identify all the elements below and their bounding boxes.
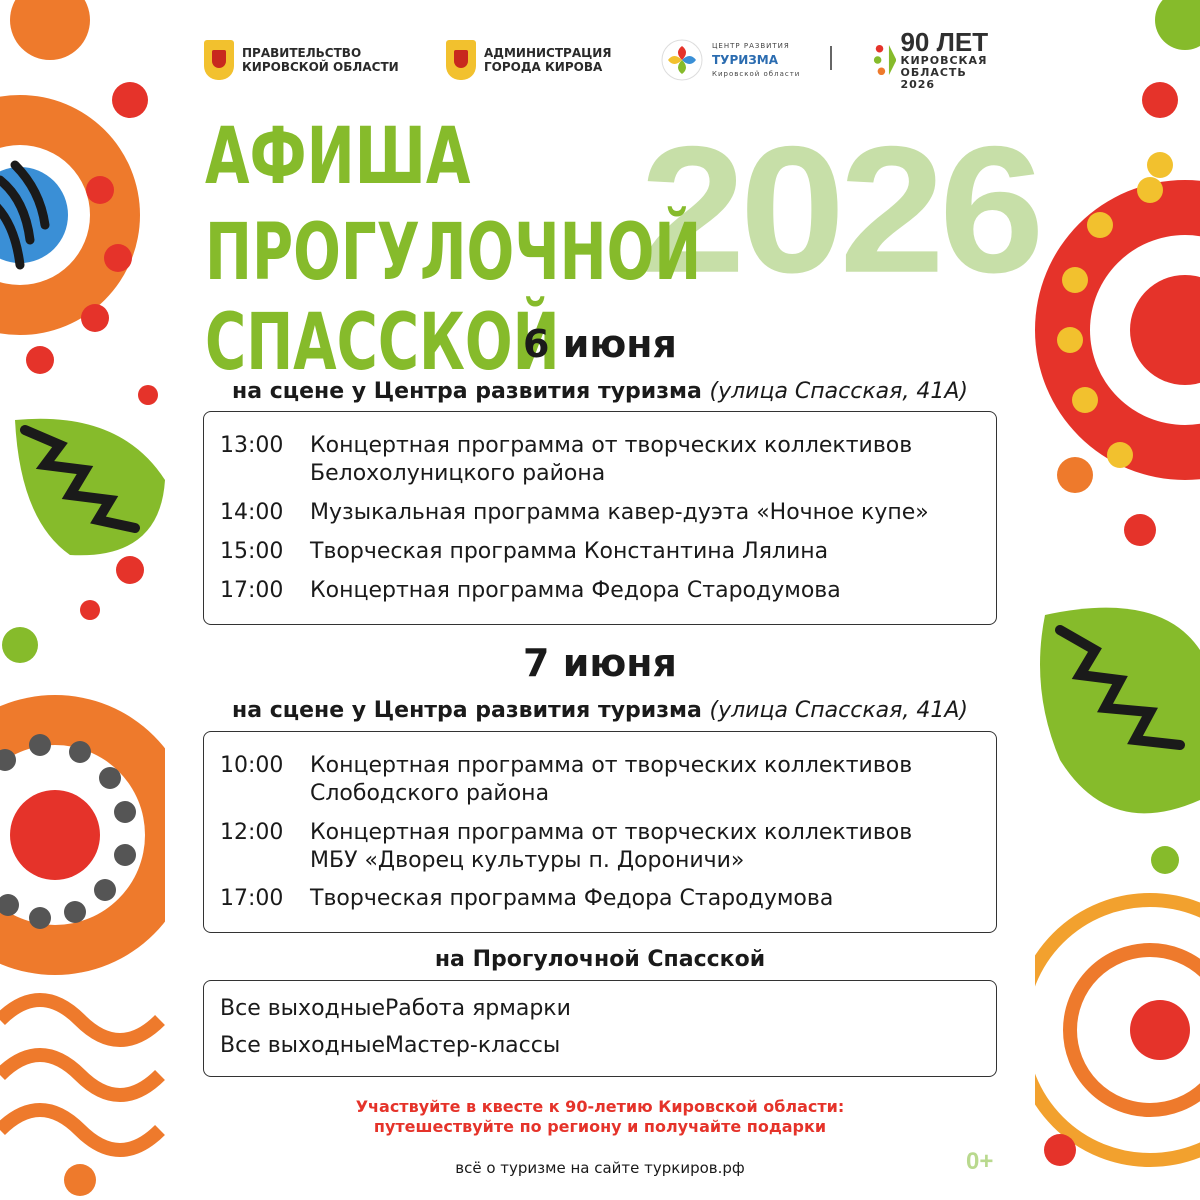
- event-desc-cont: МБУ «Дворец культуры п. Дороничи»: [310, 848, 745, 873]
- event-time: 17:00: [220, 578, 284, 603]
- event-time: 13:00: [220, 433, 284, 458]
- jubilee-number: 90 ЛЕТ: [900, 27, 989, 57]
- day1-venue-name: на сцене у Центра развития туризма: [232, 379, 702, 404]
- day1-schedule: [203, 411, 997, 625]
- logo-separator: [830, 46, 832, 70]
- event-desc: Концертная программа Федора Стародумова: [310, 578, 841, 603]
- event-desc: Творческая программа Константина Лялина: [310, 539, 829, 564]
- event-time: 12:00: [220, 820, 284, 845]
- event-desc: Концертная программа от творческих коллективов: [310, 820, 913, 845]
- street-row: [220, 1032, 990, 1060]
- tourism-logo-small: ЦЕНТР РАЗВИТИЯ: [712, 42, 790, 50]
- jubilee-ornament-icon: [872, 40, 896, 80]
- tourism-logo: [660, 30, 800, 90]
- event-desc: Концертная программа от творческих коллективов: [310, 433, 913, 458]
- event-time: 14:00: [220, 500, 284, 525]
- event-desc: Творческая программа Федора Стародумова: [310, 886, 834, 911]
- kirov-region-crest-icon: [204, 40, 234, 80]
- tourism-logo-sub: Кировской области: [712, 70, 801, 78]
- title-line1: АФИША: [205, 112, 471, 202]
- jubilee-logo: [872, 27, 1000, 91]
- day2-venue: [165, 697, 1035, 725]
- street-row: [220, 995, 990, 1023]
- schedule-row: [220, 752, 990, 808]
- jubilee-line2: ОБЛАСТЬ 2026: [900, 66, 967, 91]
- street-when: Все выходные: [220, 996, 386, 1021]
- adm-logo-line2: ГОРОДА КИРОВА: [484, 60, 603, 74]
- age-rating: 0+: [966, 1148, 994, 1175]
- header-logos: [200, 27, 1000, 91]
- street-heading: на Прогулочной Спасской: [434, 947, 766, 972]
- day2-venue-name: на сцене у Центра развития туризма: [232, 698, 702, 723]
- schedule-row: [220, 499, 990, 527]
- street-when: Все выходные: [220, 1033, 386, 1058]
- event-desc: Концертная программа от творческих коллективов: [310, 753, 913, 778]
- event-time: 10:00: [220, 753, 284, 778]
- jubilee-line1: КИРОВСКАЯ: [900, 54, 988, 67]
- kirov-city-crest-icon: [446, 40, 476, 80]
- schedule-row: [220, 538, 990, 566]
- quest-promo-line2: путешествуйте по региону и получайте подарки: [373, 1117, 827, 1136]
- day1-venue-address: (улица Спасская, 41А): [709, 379, 968, 404]
- tourism-logo-big: ТУРИЗМА: [712, 53, 779, 67]
- event-desc-cont: Слободского района: [310, 781, 550, 806]
- event-time: 15:00: [220, 539, 284, 564]
- street-what: Мастер-классы: [385, 1033, 561, 1058]
- event-desc: Музыкальная программа кавер-дуэта «Ночное купе»: [310, 500, 929, 525]
- day2-schedule: [203, 731, 997, 933]
- day1-venue: [165, 378, 1035, 406]
- schedule-row: [220, 885, 990, 913]
- tourism-flower-icon: [660, 38, 704, 82]
- title-year: 2026: [640, 109, 1039, 311]
- day2-venue-address: (улица Спасская, 41А): [709, 698, 968, 723]
- quest-promo-line1: Участвуйте в квесте к 90-летию Кировской области:: [355, 1097, 845, 1116]
- schedule-row: [220, 577, 990, 605]
- schedule-row: [220, 819, 990, 875]
- schedule-row: [220, 432, 990, 488]
- website-note: всё о туризме на сайте туркиров.рф: [455, 1159, 745, 1177]
- adm-logo-line1: АДМИНИСТРАЦИЯ: [484, 46, 612, 60]
- quest-promo: [165, 1097, 1035, 1137]
- street-what: Работа ярмарки: [385, 996, 571, 1021]
- gov-logo-line1: ПРАВИТЕЛЬСТВО: [242, 46, 362, 60]
- gov-logo: [204, 30, 399, 90]
- title-line2: ПРОГУЛОЧНОЙ СПАССКОЙ: [205, 208, 702, 388]
- event-desc-cont: Белохолуницкого района: [310, 461, 606, 486]
- street-schedule: [203, 980, 997, 1077]
- day2-date: 7 июня: [523, 641, 677, 685]
- event-time: 17:00: [220, 886, 284, 911]
- day1-date: 6 июня: [523, 322, 677, 366]
- gov-logo-line2: КИРОВСКОЙ ОБЛАСТИ: [242, 60, 399, 74]
- adm-logo: [446, 30, 612, 90]
